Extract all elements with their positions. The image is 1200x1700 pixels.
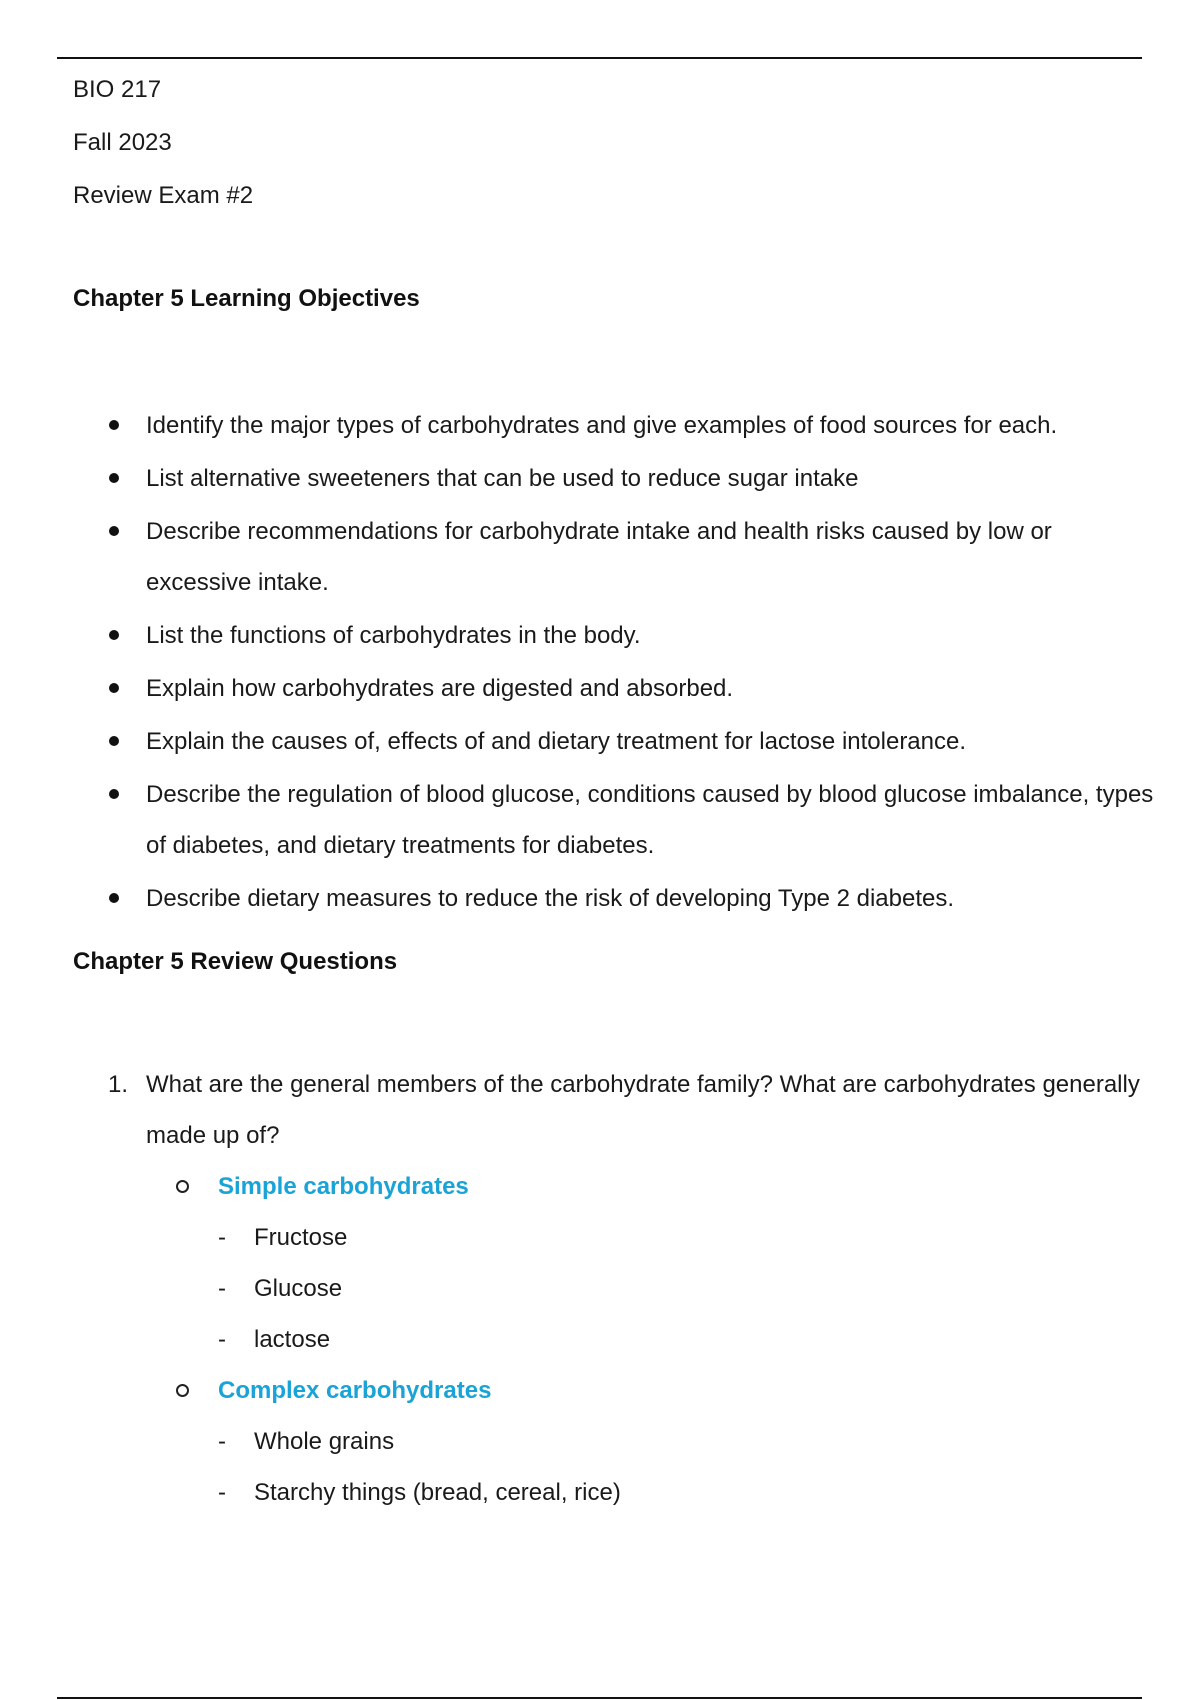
dash-icon: - (218, 1275, 226, 1302)
objective-text: Describe recommendations for carbohydrate intake and health risks caused by low or excessive intake. (146, 518, 1052, 596)
bullet-icon (109, 473, 119, 483)
answer-item (218, 1314, 1140, 1365)
hollow-bullet-icon (176, 1384, 189, 1397)
bottom-rule (57, 1697, 1142, 1699)
top-rule (57, 57, 1142, 59)
bullet-icon (109, 736, 119, 746)
dash-icon: - (218, 1224, 226, 1251)
term: Fall 2023 (73, 129, 172, 156)
review-questions-list (0, 1059, 1200, 1518)
answer-heading: Complex carbohydrates (218, 1377, 492, 1404)
question-number: 1. (108, 1071, 129, 1098)
objective-item (0, 716, 1200, 767)
objective-item (0, 453, 1200, 504)
objective-text: Explain how carbohydrates are digested and absorbed. (146, 675, 734, 702)
answer-item (218, 1212, 1140, 1263)
answer-item (218, 1416, 1140, 1467)
answer-group (218, 1365, 1140, 1518)
answer-items (218, 1416, 1140, 1518)
objective-text: Explain the causes of, effects of and dietary treatment for lactose intolerance. (146, 728, 967, 755)
hollow-bullet-icon (176, 1180, 189, 1193)
answer-item (218, 1263, 1140, 1314)
objective-item (0, 506, 1200, 608)
answer-list (146, 1161, 1140, 1518)
bullet-icon (109, 630, 119, 640)
bullet-icon (109, 683, 119, 693)
objective-item (0, 400, 1200, 451)
bullet-icon (109, 789, 119, 799)
answer-item-text: Starchy things (bread, cereal, rice) (254, 1479, 621, 1506)
answer-item-text: lactose (254, 1326, 331, 1353)
objective-text: List alternative sweeteners that can be used to reduce sugar intake (146, 465, 859, 492)
answer-items (218, 1212, 1140, 1365)
answer-item-text: Whole grains (254, 1428, 395, 1455)
bullet-icon (109, 420, 119, 430)
objective-text: List the functions of carbohydrates in the body. (146, 622, 641, 649)
objective-text: Describe the regulation of blood glucose, conditions caused by blood glucose imbalance, types of diabetes, and dietary treatments for diabetes. (146, 781, 1154, 859)
answer-group (218, 1161, 1140, 1365)
bullet-icon (109, 893, 119, 903)
objective-text: Describe dietary measures to reduce the risk of developing Type 2 diabetes. (146, 885, 955, 912)
bullet-icon (109, 526, 119, 536)
objective-item (0, 873, 1200, 924)
exam-title: Review Exam #2 (73, 182, 254, 209)
objectives-list (0, 400, 1200, 926)
question-item (0, 1059, 1200, 1518)
objective-item (0, 663, 1200, 714)
answer-heading: Simple carbohydrates (218, 1173, 469, 1200)
course-code: BIO 217 (73, 76, 162, 103)
review-heading: Chapter 5 Review Questions (73, 948, 398, 975)
answer-item (218, 1467, 1140, 1518)
objective-item (0, 769, 1200, 871)
dash-icon: - (218, 1428, 226, 1455)
objective-text: Identify the major types of carbohydrates and give examples of food sources for each. (146, 412, 1058, 439)
objective-item (0, 610, 1200, 661)
answer-item-text: Glucose (254, 1275, 343, 1302)
dash-icon: - (218, 1326, 226, 1353)
answer-item-text: Fructose (254, 1224, 348, 1251)
objectives-heading: Chapter 5 Learning Objectives (73, 285, 420, 312)
question-text: What are the general members of the carbohydrate family? What are carbohydrates generally made up of? (146, 1071, 1140, 1149)
dash-icon: - (218, 1479, 226, 1506)
